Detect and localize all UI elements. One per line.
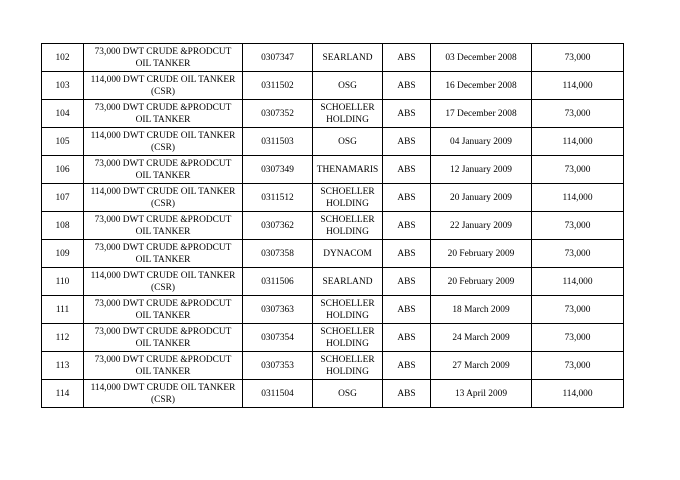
row-number-cell: 113 — [42, 352, 84, 380]
table-row — [42, 100, 624, 128]
owner-cell: OSG — [313, 380, 383, 408]
delivery-date-cell: 12 January 2009 — [431, 156, 532, 184]
deadweight-cell: 73,000 — [532, 212, 624, 240]
hull-number-cell: 0307347 — [243, 44, 313, 72]
owner-cell: THENAMARIS — [313, 156, 383, 184]
table-row — [42, 184, 624, 212]
table-row — [42, 44, 624, 72]
table-row — [42, 380, 624, 408]
row-number-cell: 105 — [42, 128, 84, 156]
hull-number-cell: 0307349 — [243, 156, 313, 184]
deadweight-cell: 114,000 — [532, 128, 624, 156]
classification-cell: ABS — [383, 100, 431, 128]
vessel-description-cell: 114,000 DWT CRUDE OIL TANKER (CSR) — [84, 184, 243, 212]
delivery-date-cell: 13 April 2009 — [431, 380, 532, 408]
deadweight-cell: 73,000 — [532, 44, 624, 72]
owner-cell: SCHOELLER HOLDING — [313, 100, 383, 128]
deadweight-cell: 114,000 — [532, 268, 624, 296]
table-body — [42, 44, 624, 408]
hull-number-cell: 0307354 — [243, 324, 313, 352]
hull-number-cell: 0307358 — [243, 240, 313, 268]
deadweight-cell: 73,000 — [532, 352, 624, 380]
table-row — [42, 324, 624, 352]
delivery-date-cell: 20 January 2009 — [431, 184, 532, 212]
owner-cell: SCHOELLER HOLDING — [313, 184, 383, 212]
delivery-date-cell: 24 March 2009 — [431, 324, 532, 352]
deadweight-cell: 73,000 — [532, 296, 624, 324]
deadweight-cell: 114,000 — [532, 72, 624, 100]
owner-cell: DYNACOM — [313, 240, 383, 268]
row-number-cell: 102 — [42, 44, 84, 72]
vessel-description-cell: 73,000 DWT CRUDE &PRODCUT OIL TANKER — [84, 324, 243, 352]
delivery-date-cell: 27 March 2009 — [431, 352, 532, 380]
vessel-description-cell: 114,000 DWT CRUDE OIL TANKER (CSR) — [84, 380, 243, 408]
delivery-date-cell: 20 February 2009 — [431, 268, 532, 296]
row-number-cell: 114 — [42, 380, 84, 408]
classification-cell: ABS — [383, 44, 431, 72]
vessel-description-cell: 73,000 DWT CRUDE &PRODCUT OIL TANKER — [84, 156, 243, 184]
delivery-date-cell: 04 January 2009 — [431, 128, 532, 156]
delivery-date-cell: 18 March 2009 — [431, 296, 532, 324]
owner-cell: SEARLAND — [313, 44, 383, 72]
hull-number-cell: 0307362 — [243, 212, 313, 240]
delivery-date-cell: 22 January 2009 — [431, 212, 532, 240]
vessel-description-cell: 114,000 DWT CRUDE OIL TANKER (CSR) — [84, 128, 243, 156]
table-row — [42, 352, 624, 380]
row-number-cell: 103 — [42, 72, 84, 100]
vessel-description-cell: 73,000 DWT CRUDE &PRODCUT OIL TANKER — [84, 212, 243, 240]
table-row — [42, 240, 624, 268]
vessel-description-cell: 73,000 DWT CRUDE &PRODCUT OIL TANKER — [84, 352, 243, 380]
classification-cell: ABS — [383, 324, 431, 352]
delivery-date-cell: 20 February 2009 — [431, 240, 532, 268]
owner-cell: SCHOELLER HOLDING — [313, 324, 383, 352]
deadweight-cell: 73,000 — [532, 156, 624, 184]
deadweight-cell: 73,000 — [532, 240, 624, 268]
deadweight-cell: 73,000 — [532, 324, 624, 352]
vessel-description-cell: 73,000 DWT CRUDE &PRODCUT OIL TANKER — [84, 44, 243, 72]
row-number-cell: 108 — [42, 212, 84, 240]
classification-cell: ABS — [383, 352, 431, 380]
hull-number-cell: 0311504 — [243, 380, 313, 408]
delivery-date-cell: 03 December 2008 — [431, 44, 532, 72]
vessel-description-cell: 73,000 DWT CRUDE &PRODCUT OIL TANKER — [84, 240, 243, 268]
table-row — [42, 72, 624, 100]
table-row — [42, 296, 624, 324]
deadweight-cell: 114,000 — [532, 380, 624, 408]
table-row — [42, 128, 624, 156]
owner-cell: OSG — [313, 128, 383, 156]
delivery-date-cell: 16 December 2008 — [431, 72, 532, 100]
classification-cell: ABS — [383, 296, 431, 324]
row-number-cell: 107 — [42, 184, 84, 212]
classification-cell: ABS — [383, 268, 431, 296]
vessel-description-cell: 73,000 DWT CRUDE &PRODCUT OIL TANKER — [84, 296, 243, 324]
delivery-date-cell: 17 December 2008 — [431, 100, 532, 128]
row-number-cell: 104 — [42, 100, 84, 128]
vessel-description-cell: 73,000 DWT CRUDE &PRODCUT OIL TANKER — [84, 100, 243, 128]
owner-cell: OSG — [313, 72, 383, 100]
vessel-delivery-table — [41, 43, 624, 408]
owner-cell: SEARLAND — [313, 268, 383, 296]
row-number-cell: 112 — [42, 324, 84, 352]
vessel-description-cell: 114,000 DWT CRUDE OIL TANKER (CSR) — [84, 72, 243, 100]
hull-number-cell: 0311503 — [243, 128, 313, 156]
row-number-cell: 109 — [42, 240, 84, 268]
table-row — [42, 212, 624, 240]
classification-cell: ABS — [383, 72, 431, 100]
table-row — [42, 268, 624, 296]
owner-cell: SCHOELLER HOLDING — [313, 212, 383, 240]
hull-number-cell: 0311502 — [243, 72, 313, 100]
hull-number-cell: 0307352 — [243, 100, 313, 128]
classification-cell: ABS — [383, 156, 431, 184]
hull-number-cell: 0307353 — [243, 352, 313, 380]
owner-cell: SCHOELLER HOLDING — [313, 352, 383, 380]
deadweight-cell: 73,000 — [532, 100, 624, 128]
row-number-cell: 106 — [42, 156, 84, 184]
deadweight-cell: 114,000 — [532, 184, 624, 212]
row-number-cell: 110 — [42, 268, 84, 296]
classification-cell: ABS — [383, 128, 431, 156]
classification-cell: ABS — [383, 212, 431, 240]
classification-cell: ABS — [383, 184, 431, 212]
classification-cell: ABS — [383, 240, 431, 268]
table-row — [42, 156, 624, 184]
classification-cell: ABS — [383, 380, 431, 408]
hull-number-cell: 0307363 — [243, 296, 313, 324]
vessel-description-cell: 114,000 DWT CRUDE OIL TANKER (CSR) — [84, 268, 243, 296]
hull-number-cell: 0311506 — [243, 268, 313, 296]
hull-number-cell: 0311512 — [243, 184, 313, 212]
row-number-cell: 111 — [42, 296, 84, 324]
owner-cell: SCHOELLER HOLDING — [313, 296, 383, 324]
